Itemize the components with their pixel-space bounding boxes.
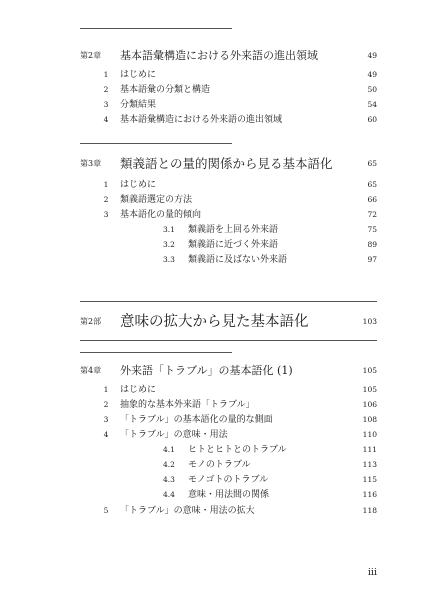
- section-number: 4: [103, 115, 109, 124]
- page-number: 75: [367, 225, 377, 234]
- toc-subsection-entry[interactable]: [0, 443, 423, 457]
- section-number: 2: [103, 400, 109, 409]
- page-number: 89: [367, 240, 377, 249]
- subsection-number: 4.4: [163, 490, 175, 499]
- page-number: 50: [367, 85, 377, 94]
- page-number: 116: [362, 490, 377, 499]
- subsection-number: 3.1: [163, 225, 175, 234]
- section-number: 5: [103, 506, 109, 515]
- page-number: 111: [362, 445, 377, 454]
- section-title: はじめに: [120, 70, 157, 80]
- toc-section-entry[interactable]: [0, 83, 423, 97]
- subsection-title: 意味・用法間の関係: [188, 490, 270, 500]
- section-number: 1: [103, 180, 109, 189]
- page-number: 72: [367, 210, 377, 219]
- toc-subsection-entry[interactable]: [0, 473, 423, 487]
- toc-chapter-entry[interactable]: [0, 157, 423, 171]
- chapter-rule: [80, 352, 232, 353]
- toc-chapter-entry[interactable]: [0, 364, 423, 378]
- toc-subsection-entry[interactable]: [0, 223, 423, 237]
- toc-section-entry[interactable]: [0, 113, 423, 127]
- section-title: 基本語彙構造における外来語の進出領域: [120, 115, 283, 125]
- page-number: 65: [367, 180, 377, 189]
- toc-subsection-entry[interactable]: [0, 253, 423, 267]
- section-number: 3: [103, 415, 109, 424]
- toc-section-entry[interactable]: [0, 68, 423, 82]
- section-title: 基本語彙の分類と構造: [120, 85, 211, 95]
- section-number: 4: [103, 430, 109, 439]
- part-rule: [80, 301, 377, 302]
- page-number: 54: [367, 100, 377, 109]
- toc-section-entry[interactable]: [0, 428, 423, 442]
- section-title: 類義語選定の方法: [120, 195, 193, 205]
- subsection-number: 3.3: [163, 255, 175, 264]
- toc-section-entry[interactable]: [0, 398, 423, 412]
- part-number: 第2部: [80, 317, 102, 326]
- page-number: 118: [362, 506, 377, 515]
- page-number: 105: [362, 385, 377, 394]
- toc-part-entry[interactable]: [0, 313, 423, 331]
- subsection-title: 類義語を上回る外来語: [188, 225, 279, 235]
- section-number: 1: [103, 70, 109, 79]
- section-title: はじめに: [120, 385, 157, 395]
- chapter-number: 第4章: [80, 366, 102, 375]
- page-number: 66: [367, 195, 377, 204]
- folio-page-number: iii: [367, 567, 377, 578]
- page-number: 49: [367, 51, 377, 60]
- toc-section-entry[interactable]: [0, 193, 423, 207]
- subsection-title: ヒトとヒトとのトラブル: [188, 445, 287, 455]
- chapter-rule: [80, 28, 232, 29]
- page-number: 97: [367, 255, 377, 264]
- page-number: 113: [362, 460, 377, 469]
- toc-section-entry[interactable]: [0, 98, 423, 112]
- part-title: 意味の拡大から見た基本語化: [120, 314, 309, 330]
- toc-section-entry[interactable]: [0, 208, 423, 222]
- chapter-title: 基本語彙構造における外来語の進出領域: [120, 49, 318, 62]
- chapter-number: 第3章: [80, 159, 102, 168]
- page-number: 103: [362, 317, 377, 326]
- section-title: 「トラブル」の基本語化の量的な側面: [120, 415, 273, 425]
- part-rule: [80, 340, 377, 341]
- subsection-number: 4.2: [163, 460, 175, 469]
- page-number: 115: [362, 475, 377, 484]
- chapter-title: 外来語「トラブル」の基本語化 (1): [120, 364, 293, 377]
- toc-section-entry[interactable]: [0, 413, 423, 427]
- toc-section-entry[interactable]: [0, 383, 423, 397]
- chapter-rule: [80, 143, 232, 144]
- page-number: 108: [362, 415, 377, 424]
- chapter-number: 第2章: [80, 51, 102, 60]
- subsection-title: モノのトラブル: [188, 460, 251, 470]
- toc-section-entry[interactable]: [0, 504, 423, 518]
- section-number: 2: [103, 195, 109, 204]
- toc-section-entry[interactable]: [0, 178, 423, 192]
- toc-subsection-entry[interactable]: [0, 238, 423, 252]
- section-title: 分類結果: [120, 100, 157, 110]
- toc-subsection-entry[interactable]: [0, 488, 423, 502]
- page-number: 106: [362, 400, 377, 409]
- page-number: 49: [367, 70, 377, 79]
- toc-chapter-entry[interactable]: [0, 49, 423, 63]
- subsection-number: 3.2: [163, 240, 175, 249]
- page-number: 60: [367, 115, 377, 124]
- toc-subsection-entry[interactable]: [0, 458, 423, 472]
- subsection-number: 4.3: [163, 475, 175, 484]
- section-number: 2: [103, 85, 109, 94]
- section-title: 「トラブル」の意味・用法の拡大: [120, 506, 255, 516]
- section-title: 抽象的な基本外来語「トラブル」: [120, 400, 255, 410]
- section-title: 基本語化の量的傾向: [120, 210, 202, 220]
- subsection-title: 類義語に近づく外来語: [188, 240, 279, 250]
- page-number: 65: [367, 159, 377, 168]
- section-number: 3: [103, 100, 109, 109]
- section-title: はじめに: [120, 180, 157, 190]
- section-number: 1: [103, 385, 109, 394]
- subsection-number: 4.1: [163, 445, 175, 454]
- subsection-title: モノゴトのトラブル: [188, 475, 269, 485]
- page-number: 110: [362, 430, 377, 439]
- page-number: 105: [362, 366, 377, 375]
- chapter-title: 類義語との量的関係から見る基本語化: [120, 156, 333, 171]
- section-title: 「トラブル」の意味・用法: [120, 430, 228, 440]
- section-number: 3: [103, 210, 109, 219]
- subsection-title: 類義語に及ばない外来語: [188, 255, 288, 265]
